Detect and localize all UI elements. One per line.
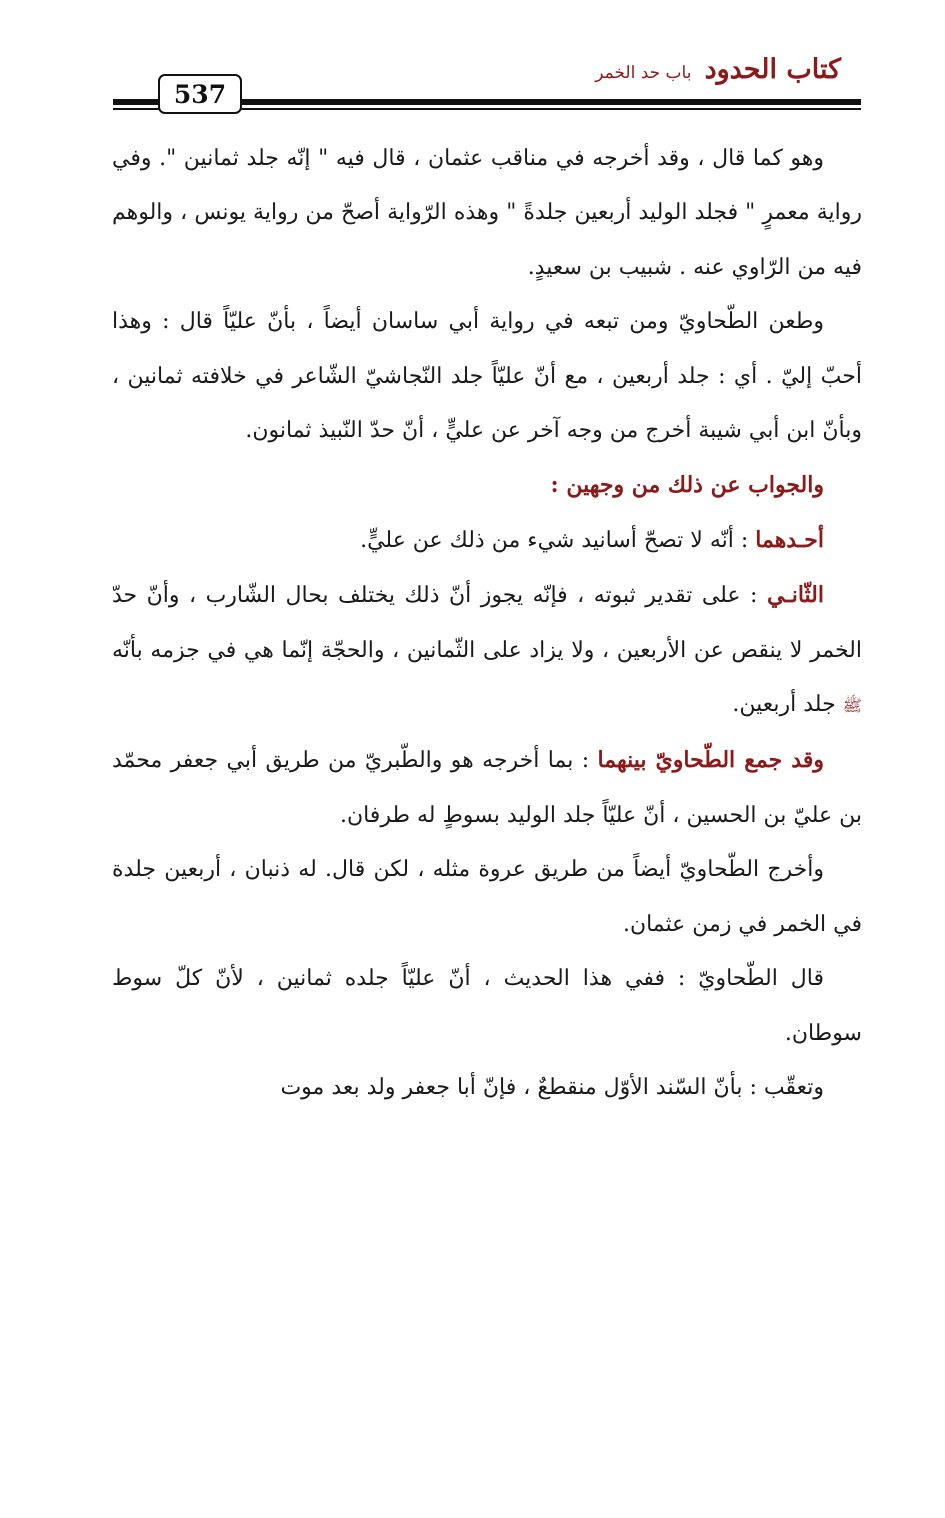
paragraph-7: وأخرج الطّحاويّ أيضاً من طريق عروة مثله ، لكن قال. له ذنبان ، أربعين جلدة في الخمر في زمن عثمان.	[112, 857, 862, 937]
second-answer-text-b: جلد أربعين.	[732, 692, 843, 718]
running-header	[595, 54, 841, 85]
paragraph-second-answer	[112, 568, 862, 733]
paragraph-1: وهو كما قال ، وقد أخرجه في مناقب عثمان ، قال فيه " إنّه جلد ثمانين ". وفي رواية معمرٍ " فجلد الوليد أربعين جلدةً " وهذه الرّواية أصحّ من رواية يونس ، والوهم فيه من الرّاوي عنه . شبيب بن سعيدٍ.	[112, 146, 862, 280]
paragraph-9: وتعقّب : بأنّ السّند الأوّل منقطعٌ ، فإنّ أبا جعفر ولد بعد موت	[280, 1074, 824, 1100]
first-answer-text: : أنّه لا تصحّ أسانيد شيء من ذلك عن عليٍّ.	[360, 527, 756, 553]
tahawi-reconcile-text: : بما أخرجه هو والطّبريّ من طريق أبي جعفر محمّد بن عليّ بن الحسين ، أنّ عليّاً جلد الوليد بسوطٍ له طرفان.	[112, 748, 862, 828]
second-answer-text-a: : على تقدير ثبوته ، فإنّه يجوز أنّ ذلك يختلف بحال الشّارب ، وأنّ حدّ الخمر لا ينقص عن الأربعين ، ولا يزاد على الثّمانين ، والحجّة إنّما هي في جزمه بأنّه	[112, 583, 862, 663]
salutation-ligature: ﷺ	[842, 696, 862, 716]
paragraph-8: قال الطّحاويّ : ففي هذا الحديث ، أنّ عليّاً جلده ثمانين ، لأنّ كلّ سوط سوطان.	[112, 966, 862, 1046]
book-title: كتاب الحدود	[704, 54, 841, 85]
paragraph-2: وطعن الطّحاويّ ومن تبعه في رواية أبي ساسان أيضاً ، بأنّ عليّاً قال : وهذا أحبّ إليّ . أي : جلد أربعين ، مع أنّ عليّاً جلد النّجاشيّ الشّاعر في خلافته ثمانين ، وبأنّ ابن أبي شيبة أخرج من وجه آخر عن عليٍّ ، أنّ حدّ النّبيذ ثمانون.	[112, 309, 862, 444]
first-answer-label: أحـدهما	[755, 526, 824, 553]
body-text	[112, 132, 862, 1115]
second-answer-label: الثّانـي	[766, 582, 824, 609]
page-number: 537	[173, 79, 227, 109]
tahawi-reconcile-label: وقد جمع الطّحاويّ بينهما	[597, 747, 824, 774]
paragraph-tahawi-reconcile	[112, 733, 862, 843]
page-number-box	[158, 74, 242, 114]
chapter-title: باب حد الخمر	[595, 63, 692, 83]
paragraph-first-answer	[112, 513, 862, 568]
section-heading: والجواب عن ذلك من وجهين :	[550, 472, 824, 499]
